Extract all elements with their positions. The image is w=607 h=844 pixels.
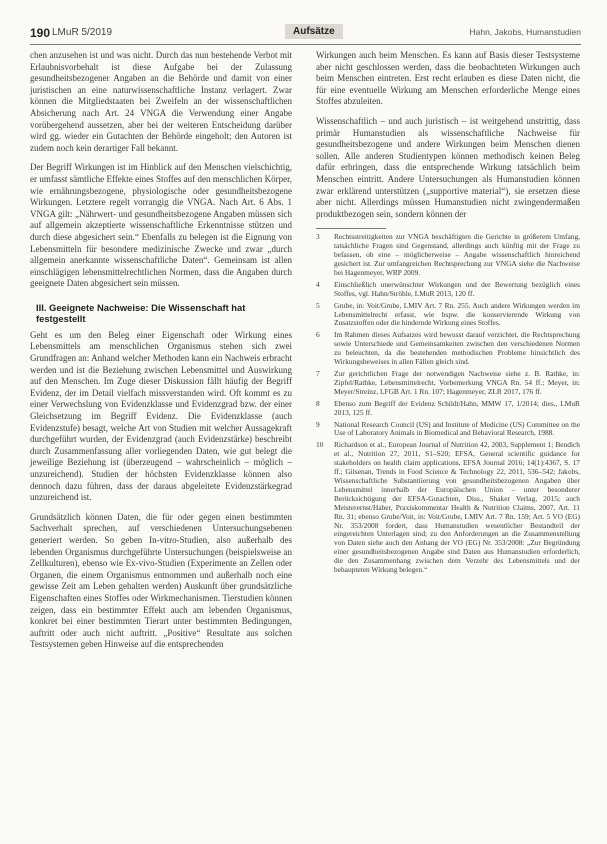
paragraph: Der Begriff Wirkungen ist im Hinblick auf den Menschen vielschichtig, er umfasst sämtliche Effekte eines Stoffes auf den menschlichen Körper, wie ernährungsbezogene, physiologische oder gesundheitsbezogene Wirkungen. Letztere regelt vorrangig die VNGA. Nach Art. 6 Abs. 1 VNGA gilt: „Nährwert- und gesundheitsbezogene Angaben müssen sich auf allgemein akzeptierte wissenschaftliche Erkenntnisse stützen und durch diese abgesichert sein.“ Ebenfalls zu belegen ist die Eignung von Lebensmitteln für besondere medizinische Zwecke und zwar „durch allgemein anerkannte wissenschaftliche Daten“. Gemeinsam ist allen einschlägigen lebensmittelrechtlichen Normen, dass die Angaben durch geeignete Daten abgesichert sein müssen. — [30, 162, 292, 289]
footnote-text: Grube, in: Voit/Grube, LMIV Art. 7 Rn. 255. Auch andere Wirkungen werden im Lebensmittelrecht erfasst, wie bspw. die konservierende Wirkung von Zusatzstoffen oder die hindernde Wirkung eines Stoffes. — [334, 300, 580, 328]
footnote-text: Rechtsstreitigkeiten zur VNGA beschäftigten die Gerichte in größerem Umfang, tatsächliche Fragen sind Gegenstand, allerdings auch künftig mit der Frage zu befassen, ob eine – möglicherweise – Angabe wissenschaftlich hinreichend gesichert ist. Zur umfangreichen Rechtsprechung zur VNGA siehe die Nachweise bei Hagenmeyer, WRP 2009. — [334, 232, 580, 277]
footnote — [316, 233, 580, 278]
paragraph: Grundsätzlich können Daten, die für oder gegen einen bestimmten Sachverhalt sprechen, auf verschiedenen Untersuchungsebenen generiert werden. So geben In-vitro-Studien, also außerhalb des lebenden Organismus durchgeführte Untersuchungen (beispielsweise an Zellkulturen), ebenso wie Ex-vivo-Studien (Experimente an Zellen oder Organen, die einem Organismus entnommen und außerhalb noch eine gewisse Zeit am Leben gehalten werden) Auskunft über grundsätzliche Eigenschaften eines Stoffes oder Wirkmechanismen. Tierstudien können zeigen, dass ein bestimmter Effekt auch am lebenden Organismus, konkret bei einer bestimmten Tierart unter bestimmten Bedingungen, auftritt oder auch nicht auftritt. „Positive“ Resultate aus solchen Testsystemen geben Hinweise auf die entsprechenden — [30, 511, 292, 650]
footnote — [316, 441, 580, 575]
footnote-number: 4 — [316, 279, 320, 289]
footnote-text: Zur gerichtlichen Frage der notwendigen Nachweise siehe z. B. Rathke, in: Zipfel/Rathke, Lebensmittelrecht, Vorbemerkung VNGA Rn. 54 ff.; Meyer, in: Meyer/Streinz, LFGB Art. 1 Rn. 107; Hagenmeyer, ZLR 2017, 176 ff. — [334, 369, 580, 396]
paragraph: Wissenschaftlich – und auch juristisch – ist weitgehend unstrittig, dass primär Humanstudien als wissenschaftliche Nachweise für gesundheitsbezogene und andere Wirkungen beim Menschen dienen sollen. Alle anderen Studientypen können methodisch keinen Beleg dafür erbringen, dass die entsprechende Wirkung tatsächlich beim Menschen eintritt. Andere Untersuchungen als Humanstudien können zwar erklärend unterstützen („supportive material“), sie ersetzen diese aber nicht. Allerdings müssen Humanstudien nicht zwingendermaßen produktbezogen sein, sondern können der — [316, 115, 580, 219]
footnote-number: 8 — [316, 398, 320, 408]
right-column — [316, 50, 580, 578]
footnote — [316, 421, 580, 439]
paragraph: Geht es um den Beleg einer Eigenschaft oder Wirkung eines Lebensmittels am menschlichen Organismus stehen sich zwei Grundfragen an: Anhand welcher Methoden kann ein Nachweis erbracht werden und ist die Beziehung zwischen Lebensmittel und Auswirkung auf den Menschen. Im Zuge dieser Diskussion fällt häufig der Begriff Evidenz, der im Detail vielfach missverstanden wird. Oft kommt es zu einer Verwechslung von Evidenzklasse und Evidenzgrad bzw. der einer Gleichsetzung im Begriff Evidenz. Die Evidenzklasse (auch Evidenzstufe) besagt, welche Art von Studien mit welcher Aussagekraft durchgeführt wurden, der Evidenzgrad (auch Evidenzstärke) beschreibt durch Zusammenfassung aller vorliegenden Daten, wie gut belegt die jeweilige Beziehung ist (überzeugend – wahrscheinlich – möglich – unzureichend). Studien der höchsten Evidenzklasse können also dennoch dazu führen, dass der daraus abgeleitete Evidenzstärkegrad unzureichend ist. — [30, 329, 292, 503]
footnote — [316, 281, 580, 299]
header-rule — [30, 44, 581, 45]
paragraph: chen anzusehen ist und was nicht. Durch das nun bestehende Verbot mit Erlaubnisvorbehalt ist diese Aufgabe bei der Zulassung gesundheitsbezogener Angaben an die Behörde und damit von einer juristischen an eine naturwissenschaftliche Instanz verlagert. Zwar können die Mitgliedstaaten bei Zweifeln an der wissenschaftlichen Absicherung nach Art. 24 VNGA die Verwendung einer Angabe vorübergehend aussetzen, aber bei der weiteren Entscheidung darüber wird gg. wieder ein Gutachten der Behörde eingeholt; den Autoren ist zudem noch kein derartiger Fall bekannt. — [30, 50, 292, 153]
left-column — [30, 50, 292, 651]
footnote — [316, 331, 580, 367]
running-authors: Hahn, Jakobs, Humanstudien — [469, 27, 581, 37]
page-number: 190 — [30, 26, 51, 40]
footnote-text: Richardson et al., European Journal of Nutrition 42, 2003, Supplement 1; Bendich et al., Nutrition 27, 2011, S1–S20; EFSA, General scientific guidance for stakeholders on health claim applications, EFSA Journal 2016; 14(1):4367, S. 17 ff.; Gilsenan, Trends in Food Science & Technology 22, 2011, 536–542; Jakobs, Wissenschaftliche Substantiierung von gesundheitsbezogenen Angaben über Lebensmittel innerhalb der Europäischen Union – unter besonderer Berücksichtigung der EFSA-Gutachten, Diss., Shaker Verlag, 2015; auch Meisterernst/Haber, Praxiskommentar Health & Nutrition Claims, 2007, Art. 11 Rn. 31; ebenso Grube/Voit, in: Voit/Grube, LMIV Art. 7 Rn. 159; Art. 5 VO (EG) Nr. 353/2008 fordert, dass Humanstudien wesentlicher Bestandteil der eingereichten Unterlagen sind; zu den Anforderungen an die Zusammenstellung von Daten siehe auch den Anhang der VO (EG) Nr. 353/2008: „Zur Begründung einer gesundheitsbezogenen Angabe sind Daten aus Humanstudien erforderlich, die den Zusammenhang zwischen dem Verzehr des Lebensmittels und der behaupteten Wirkung belegen.“ — [334, 440, 580, 575]
footnote — [316, 370, 580, 397]
footnote-text: National Research Council (US) and Institute of Medicine (US) Committee on the Use of Laboratory Animals in Biomedical and Behavioral Research, 1988. — [334, 419, 580, 438]
footnote — [316, 302, 580, 329]
footnote-text: Einschließlich unerwünschter Wirkungen und der Bewertung bezüglich eines Stoffes, vgl. Hahn/Ströhle, LMuR 2013, 120 ff. — [334, 279, 580, 298]
paragraph: Wirkungen auch beim Menschen. Es kann auf Basis dieser Testsysteme aber nicht geschlossen werden, dass die beobachteten Wirkungen auch beim Menschen eintreten. Erst recht erlauben es diese Daten nicht, die für eine eventuelle Wirkung am Menschen erforderliche Menge eines Stoffes abzuleiten. — [316, 50, 580, 107]
footnotes — [316, 233, 580, 575]
section-heading: III. Geeignete Nachweise: Die Wissenschaft hat festgestellt — [36, 301, 246, 324]
footnote-rule — [316, 228, 386, 229]
footnote-number: 5 — [316, 300, 320, 310]
footnote-text: Im Rahmen dieses Aufsatzes wird bewusst darauf verzichtet, die Rechtsprechung sowie Unterschiede und Gemeinsamkeiten zwischen den verschiedenen Normen zu beleuchten, da die bestehenden methodischen Probleme hinsichtlich des Wirkungsbeweises in allen Fällen gleich sind. — [334, 330, 580, 367]
journal-issue: LMuR 5/2019 — [52, 27, 113, 38]
footnote-number: 10 — [316, 440, 324, 450]
footnote-number: 6 — [316, 330, 320, 340]
footnote-text: Ebenso zum Begriff der Evidenz Schildt/Hahn, MMW 17, 1/2014; dies., LMuR 2013, 125 ff. — [334, 398, 580, 417]
footnote-number: 9 — [316, 419, 320, 429]
footnote — [316, 400, 580, 418]
footnote-number: 7 — [316, 369, 320, 378]
section-label: Aufsätze — [285, 24, 343, 39]
page-header — [30, 26, 581, 44]
footnote-number: 3 — [316, 232, 320, 242]
